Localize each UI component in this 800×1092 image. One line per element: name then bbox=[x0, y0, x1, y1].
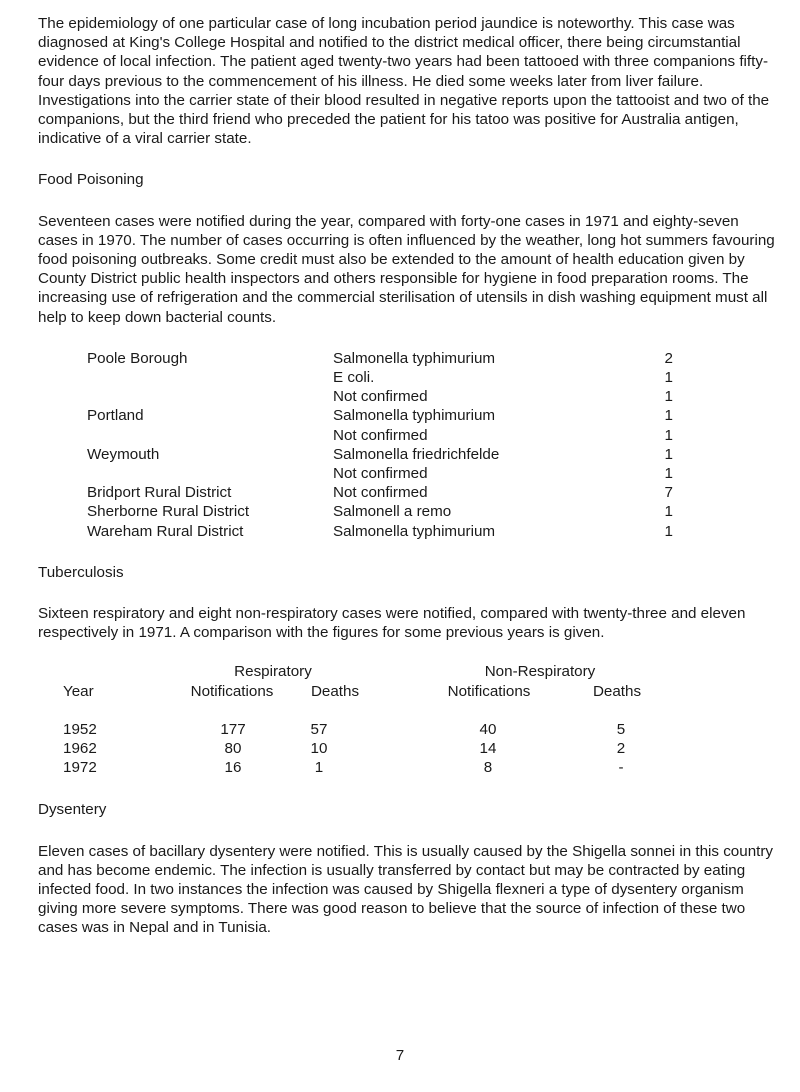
year-cell: 1972 bbox=[63, 759, 97, 777]
tuberculosis-table bbox=[38, 662, 778, 782]
table-row bbox=[87, 464, 778, 483]
nonresp-notifications-cell: 14 bbox=[479, 740, 497, 758]
table-row bbox=[87, 426, 778, 445]
dysentery-paragraph: Eleven cases of bacillary dysentery were notified. This is usually caused by the Shigella sonnei in this country and has become endemic. The infection is usually transferred by contact but may be contracted by eating infected food. In two instances the infection was caused by Shigella flexneri a type of dysentery organism giving more severe symptoms. There was good reason to believe that the source of infection of these two cases was in Nepal and in Tunisia. bbox=[38, 842, 774, 937]
resp-notifications-cell: 80 bbox=[224, 740, 242, 758]
tuberculosis-paragraph: Sixteen respiratory and eight non-respiratory cases were notified, compared with twenty-three and eleven respectively in 1971. A comparison with the figures for some previous years is given. bbox=[38, 604, 746, 642]
tuberculosis-heading: Tuberculosis bbox=[38, 563, 124, 581]
table-row bbox=[87, 406, 778, 425]
count-cell: 1 bbox=[664, 522, 673, 540]
count-cell: 1 bbox=[664, 464, 673, 482]
place-cell bbox=[87, 464, 333, 483]
food-poisoning-heading: Food Poisoning bbox=[38, 171, 144, 189]
food-poisoning-table bbox=[87, 349, 778, 541]
non-respiratory-group-header: Non-Respiratory bbox=[484, 663, 596, 681]
table-row bbox=[87, 502, 778, 521]
place-cell bbox=[87, 426, 333, 445]
organism-cell: Salmonella typhimurium bbox=[333, 407, 496, 425]
table-row bbox=[87, 483, 778, 502]
table-row bbox=[87, 387, 778, 406]
intro-paragraph: The epidemiology of one particular case of long incubation period jaundice is noteworthy. This case was diagnosed at King's College Hospital and notified to the district medical officer, there being circumstantial evidence of local infection. The patient aged twenty-two years had been tattooed with three companions fifty-four days previous to the commencement of his illness. He died some weeks later from liver failure. Investigations into the carrier state of their blood resulted in negative reports upon the tattooist and two of the companions, but the third friend who preceded the patient for his tatoo was positive for Australia antigen, indicative of a viral carrier state. bbox=[38, 15, 770, 148]
organism-cell: Not confirmed bbox=[333, 388, 428, 406]
count-cell: 1 bbox=[664, 445, 673, 463]
resp-deaths-cell: 57 bbox=[310, 721, 328, 739]
place-cell: Poole Borough bbox=[87, 349, 188, 367]
count-cell: 1 bbox=[664, 369, 673, 387]
place-cell: Portland bbox=[87, 407, 144, 425]
resp-notifications-header: Notifications bbox=[190, 683, 274, 701]
place-cell bbox=[87, 368, 333, 387]
count-cell: 7 bbox=[664, 484, 673, 502]
organism-cell: E coli. bbox=[333, 369, 375, 387]
count-cell: 2 bbox=[664, 349, 673, 367]
count-cell: 1 bbox=[664, 388, 673, 406]
year-cell: 1962 bbox=[63, 740, 97, 758]
nonresp-deaths-header: Deaths bbox=[592, 683, 642, 701]
table-row bbox=[87, 368, 778, 387]
organism-cell: Salmonella friedrichfelde bbox=[333, 445, 500, 463]
organism-cell: Not confirmed bbox=[333, 484, 428, 502]
count-cell: 1 bbox=[664, 407, 673, 425]
organism-cell: Not confirmed bbox=[333, 426, 428, 444]
organism-cell: Salmonella typhimurium bbox=[333, 522, 496, 540]
nonresp-deaths-cell: - bbox=[618, 759, 624, 777]
organism-cell: Salmonell a remo bbox=[333, 503, 452, 521]
document-page bbox=[38, 14, 778, 938]
year-column-header: Year bbox=[63, 683, 94, 701]
organism-cell: Salmonella typhimurium bbox=[333, 349, 496, 367]
nonresp-notifications-cell: 40 bbox=[479, 721, 497, 739]
place-cell bbox=[87, 387, 333, 406]
nonresp-deaths-cell: 5 bbox=[616, 721, 626, 739]
place-cell: Sherborne Rural District bbox=[87, 503, 250, 521]
table-row bbox=[87, 522, 778, 541]
resp-deaths-cell: 10 bbox=[310, 740, 328, 758]
food-poisoning-paragraph: Seventeen cases were notified during the year, compared with forty-one cases in 1971 and eighty-seven cases in 1970. The number of cases occurring is often influenced by the weather, long hot summers favouring food poisoning outbreaks. Some credit must also be extended to the amount of health education given by County District public health inspectors and others responsible for hygiene in food preparation rooms. The increasing use of refrigeration and the commercial sterilisation of utensils in dish washing equipment must all help to keep down bacterial counts. bbox=[38, 212, 775, 326]
dysentery-heading: Dysentery bbox=[38, 801, 107, 819]
nonresp-deaths-cell: 2 bbox=[616, 740, 626, 758]
resp-notifications-cell: 16 bbox=[224, 759, 242, 777]
place-cell: Wareham Rural District bbox=[87, 522, 244, 540]
year-cell: 1952 bbox=[63, 721, 97, 739]
resp-deaths-header: Deaths bbox=[310, 683, 360, 701]
respiratory-group-header: Respiratory bbox=[234, 663, 312, 681]
place-cell: Bridport Rural District bbox=[87, 484, 232, 502]
table-row bbox=[87, 445, 778, 464]
resp-deaths-cell: 1 bbox=[314, 759, 324, 777]
place-cell: Weymouth bbox=[87, 445, 160, 463]
nonresp-notifications-header: Notifications bbox=[447, 683, 531, 701]
page-number: 7 bbox=[395, 1047, 405, 1064]
nonresp-notifications-cell: 8 bbox=[483, 759, 493, 777]
resp-notifications-cell: 177 bbox=[220, 721, 246, 739]
count-cell: 1 bbox=[664, 503, 673, 521]
count-cell: 1 bbox=[664, 426, 673, 444]
table-row bbox=[87, 349, 778, 368]
organism-cell: Not confirmed bbox=[333, 464, 428, 482]
